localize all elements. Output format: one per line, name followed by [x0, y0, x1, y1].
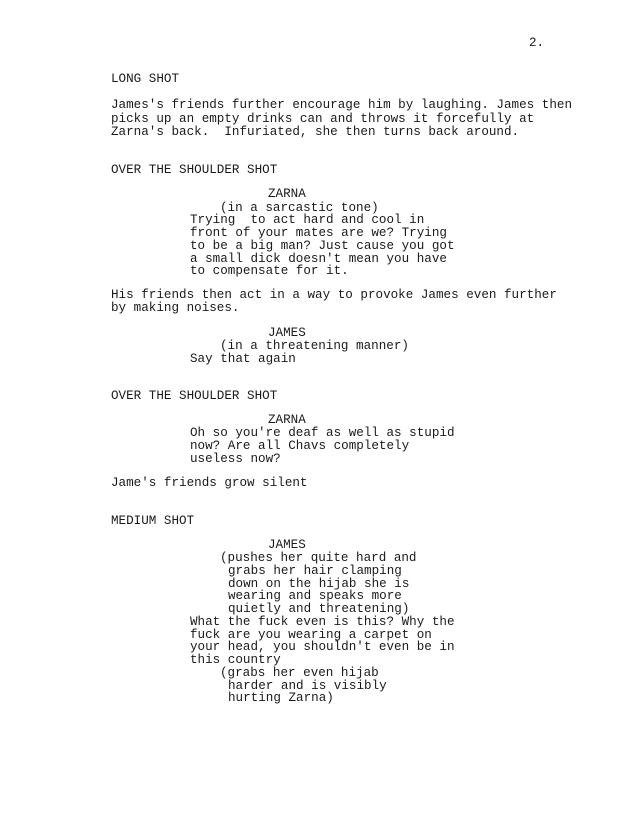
scene-heading-medium-shot: MEDIUM SHOT — [111, 514, 195, 528]
parenthetical: down on the hijab she is — [228, 577, 410, 591]
dialogue-line: now? Are all Chavs completely — [190, 439, 410, 453]
dialogue-line: Oh so you're deaf as well as stupid — [190, 426, 455, 440]
character-name: JAMES — [268, 538, 306, 552]
dialogue-line: to compensate for it. — [190, 264, 349, 278]
dialogue-line: this country — [190, 653, 281, 667]
dialogue-line: What the fuck even is this? Why the — [190, 615, 455, 629]
page-number: 2. — [529, 36, 545, 50]
character-name: ZARNA — [268, 413, 306, 427]
dialogue-line: useless now? — [190, 452, 281, 466]
character-name: ZARNA — [268, 187, 306, 201]
character-name: JAMES — [268, 326, 306, 340]
parenthetical: hurting Zarna) — [228, 691, 334, 705]
parenthetical: grabs her hair clamping — [228, 564, 402, 578]
parenthetical: (in a threatening manner) — [220, 339, 409, 353]
action-line: Jame's friends grow silent — [111, 476, 308, 490]
dialogue-line: to be a big man? Just cause you got — [190, 239, 455, 253]
parenthetical: (pushes her quite hard and — [220, 551, 417, 565]
dialogue-line: a small dick doesn't mean you have — [190, 252, 447, 266]
dialogue-line: Say that again — [190, 352, 296, 366]
action-line: James's friends further encourage him by laughing. James then — [111, 98, 573, 112]
parenthetical: harder and is visibly — [228, 679, 387, 693]
dialogue-line: fuck are you wearing a carpet on — [190, 628, 432, 642]
action-line: Zarna's back. Infuriated, she then turns back around. — [111, 125, 520, 139]
parenthetical: wearing and speaks more — [228, 589, 402, 603]
scene-heading-over-shoulder: OVER THE SHOULDER SHOT — [111, 163, 278, 177]
parenthetical: (grabs her even hijab — [220, 666, 379, 680]
dialogue-line: front of your mates are we? Trying — [190, 226, 447, 240]
dialogue-line: Trying to act hard and cool in — [190, 213, 425, 227]
parenthetical: (in a sarcastic tone) — [220, 201, 379, 215]
scene-heading-over-shoulder: OVER THE SHOULDER SHOT — [111, 389, 278, 403]
parenthetical: quietly and threatening) — [228, 602, 410, 616]
scene-heading-long-shot: LONG SHOT — [111, 72, 180, 86]
action-line: picks up an empty drinks can and throws it forcefully at — [111, 112, 535, 126]
action-line: His friends then act in a way to provoke James even further — [111, 288, 557, 302]
dialogue-line: your head, you shouldn't even be in — [190, 640, 455, 654]
action-line: by making noises. — [111, 301, 240, 315]
